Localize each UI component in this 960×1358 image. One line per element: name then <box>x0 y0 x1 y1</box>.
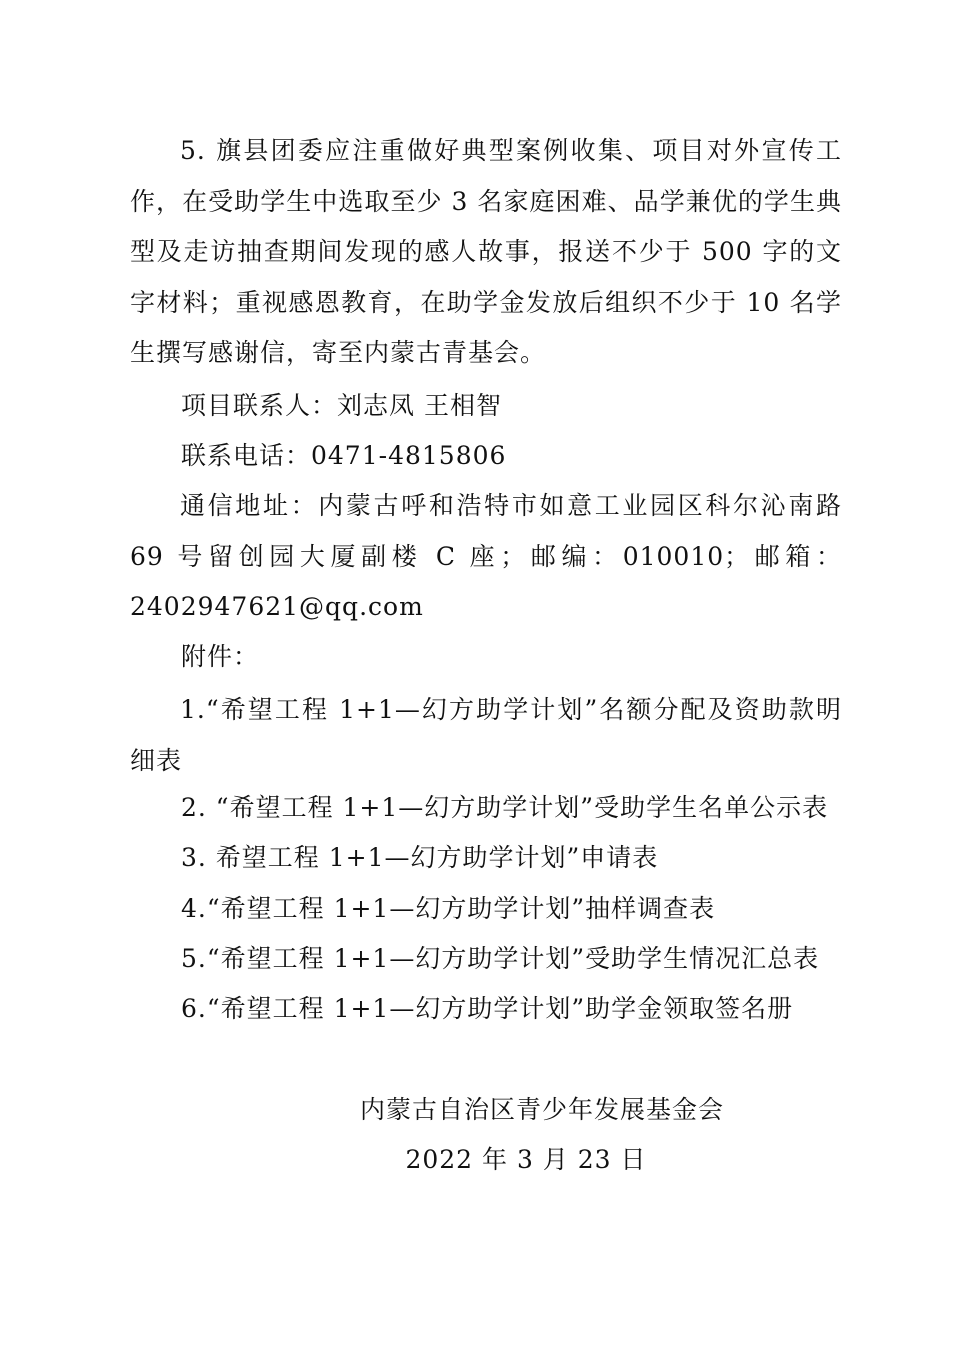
attachment-item-6: 6.“希望工程 1+1—幻方助学计划”助学金领取签名册 <box>181 994 794 1023</box>
signature-organization: 内蒙古自治区青少年发展基金会 <box>359 1095 724 1124</box>
attachment-item-4: 4.“希望工程 1+1—幻方助学计划”抽样调查表 <box>181 894 716 923</box>
attachment-item-5: 5.“希望工程 1+1—幻方助学计划”受助学生情况汇总表 <box>181 944 820 973</box>
contact-person-line: 项目联系人：刘志凤 王相智 <box>181 391 502 420</box>
attachment-item-2: 2. “希望工程 1+1—幻方助学计划”受助学生名单公示表 <box>181 793 829 822</box>
attachment-item-3: 3. 希望工程 1+1—幻方助学计划”申请表 <box>181 843 659 872</box>
mailing-address-paragraph: 通信地址：内蒙古呼和浩特市如意工业园区科尔沁南路 69 号留创园大厦副楼 C 座；邮编：010010；邮箱：2402947621@qq.com <box>130 491 842 621</box>
body-paragraph-item-5: 5. 旗县团委应注重做好典型案例收集、项目对外宣传工作，在受助学生中选取至少 3 名家庭困难、品学兼优的学生典型及走访抽查期间发现的感人故事，报送不少于 500 字的文字材料；重视感恩教育，在助学金发放后组织不少于 10 名学生撰写感谢信，寄至内蒙古青基会。 <box>130 136 842 367</box>
attachments-heading: 附件： <box>181 642 260 671</box>
contact-phone-line: 联系电话：0471-4815806 <box>181 441 507 470</box>
attachment-item-1: 1.“希望工程 1+1—幻方助学计划”名额分配及资助款明细表 <box>130 695 842 775</box>
signature-date: 2022 年 3 月 23 日 <box>405 1145 647 1174</box>
